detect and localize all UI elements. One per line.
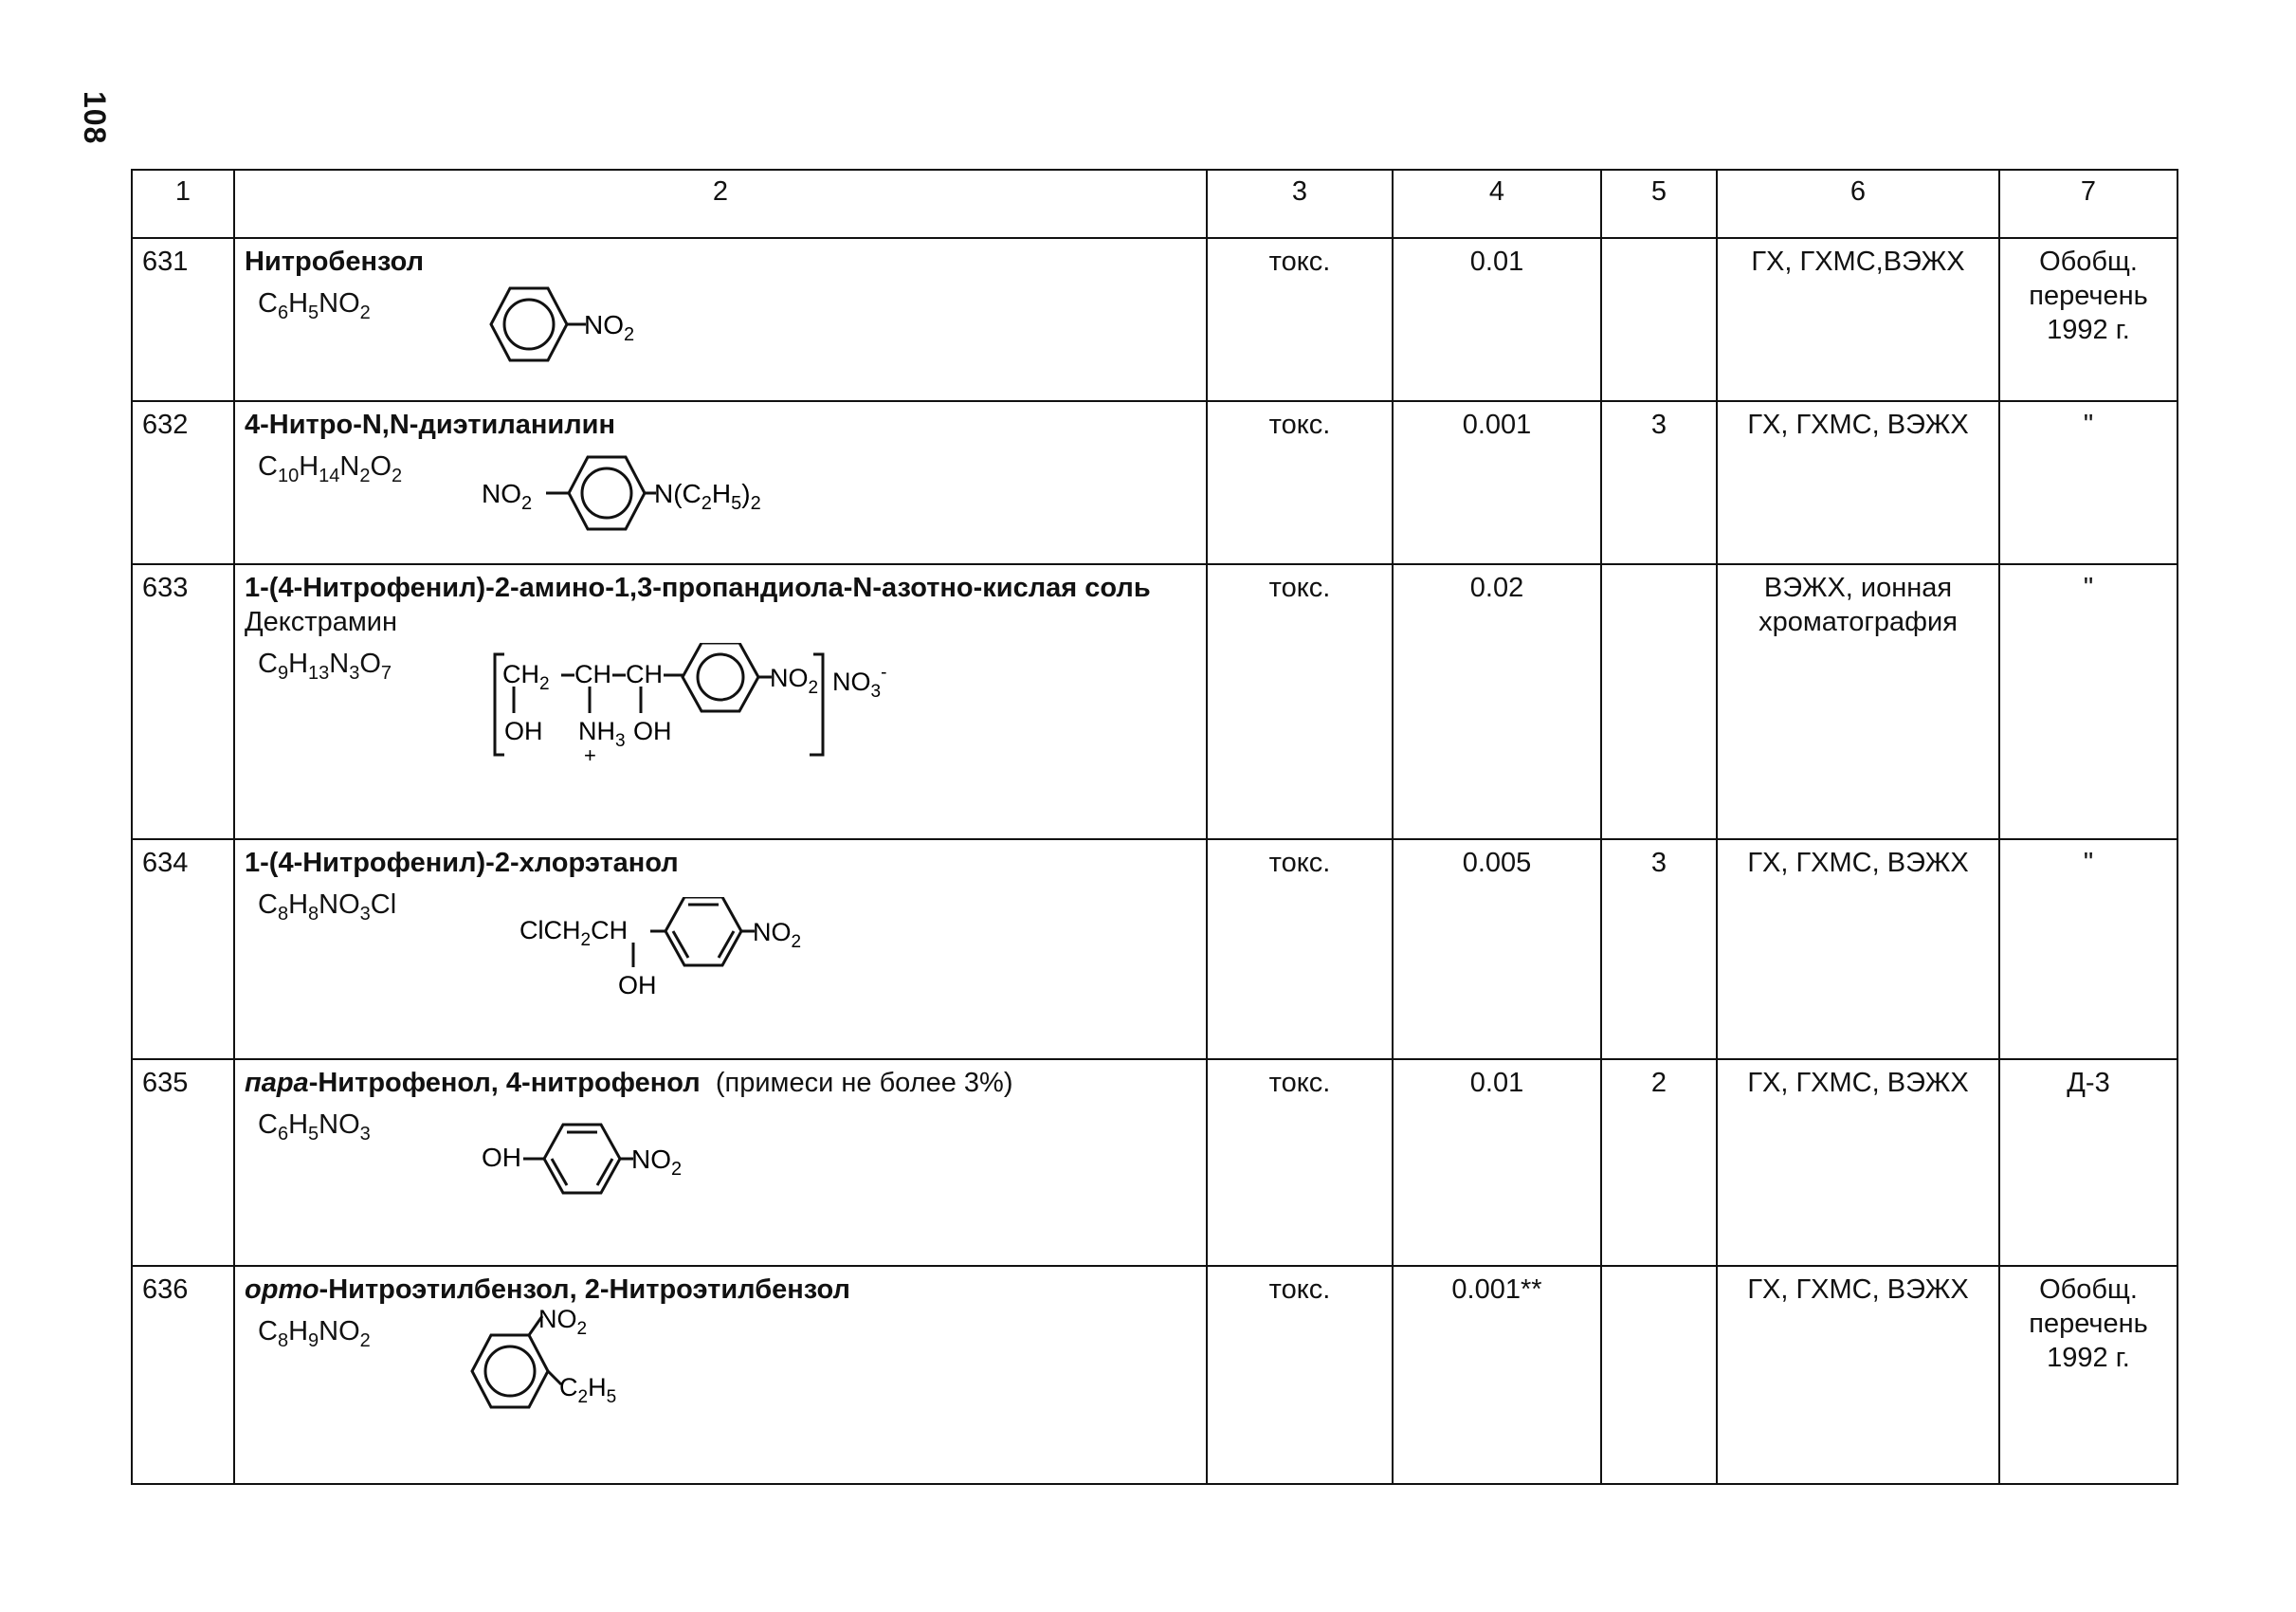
substance-alias: Декстрамин (245, 607, 397, 637)
header-row (132, 170, 2178, 238)
substance-name: Нитробензол (245, 247, 425, 277)
svg-text:ClCH2CH: ClCH$_2$CH (519, 916, 629, 950)
structure-ortho-nitroethylbenzene (434, 1307, 813, 1430)
header-col-5: 5 (1601, 170, 1717, 238)
substances-table (131, 169, 2178, 1485)
svg-text:OH: OH (504, 717, 543, 745)
table-row (132, 401, 2178, 564)
norm-value: 0.005 (1393, 839, 1601, 1059)
svg-text:NH3: $NH_3$ (578, 717, 626, 751)
row-number: 633 (132, 564, 234, 839)
svg-text:NO2: $NO_2$ (482, 479, 533, 514)
svg-text:NO2: $NO_2$ (538, 1307, 588, 1339)
table-row (132, 1266, 2178, 1484)
structure-para-nitrophenol (482, 1123, 861, 1208)
row-number: 631 (132, 238, 234, 401)
molecular-formula: $C_9H_{13}N_3O_7$ (258, 649, 392, 684)
page-number: 108 (78, 91, 112, 145)
substance-cell (234, 839, 1207, 1059)
hazard-type: токс. (1207, 1059, 1393, 1266)
hazard-type: токс. (1207, 1266, 1393, 1484)
header-col-6: 6 (1717, 170, 1999, 238)
molecular-formula: $C_8H_9NO_2$ (258, 1316, 371, 1351)
svg-text:NO2: $NO_2$ (631, 1145, 683, 1180)
hazard-class (1601, 564, 1717, 839)
norm-value: 0.02 (1393, 564, 1601, 839)
svg-text:NO2: $NO_2$ (753, 918, 802, 952)
analysis-methods: ГХ, ГХМС, ВЭЖХ (1717, 401, 1999, 564)
svg-text:CH: CH (574, 660, 611, 688)
substance-name: 1-(4-Нитрофенил)-2-амино-1,3-пропандиола-N-азотно-кислая соль (245, 573, 1151, 603)
substance-name: пара-Нитрофенол, 4-нитрофенол (примеси не более 3%) (245, 1068, 1013, 1098)
hazard-type: токс. (1207, 401, 1393, 564)
svg-text:OH: OH (633, 717, 672, 745)
header-col-1: 1 (132, 170, 234, 238)
source-reference: Д-3 (1999, 1059, 2178, 1266)
svg-text:+: + (584, 743, 596, 766)
source-reference: " (1999, 564, 2178, 839)
source-reference: Обобщ. перечень 1992 г. (1999, 238, 2178, 401)
molecular-formula: $C_6H_5NO_3$ (258, 1109, 371, 1145)
substance-note: (примеси не более 3%) (715, 1068, 1013, 1098)
analysis-methods: ВЭЖХ, ионная хроматография (1717, 564, 1999, 839)
table-row (132, 564, 2178, 839)
substance-cell (234, 564, 1207, 839)
analysis-methods: ГХ, ГХМС, ВЭЖХ (1717, 1266, 1999, 1484)
analysis-methods: ГХ, ГХМС, ВЭЖХ (1717, 839, 1999, 1059)
header-col-3: 3 (1207, 170, 1393, 238)
row-number: 634 (132, 839, 234, 1059)
svg-text:CH2: $CH_2$ (502, 660, 550, 694)
hazard-class: 3 (1601, 401, 1717, 564)
svg-text:OH: OH (618, 971, 657, 999)
svg-text:OH: OH (482, 1143, 521, 1172)
hazard-class: 2 (1601, 1059, 1717, 1266)
svg-text:NO2: $NO_2$ (584, 310, 635, 345)
row-number: 635 (132, 1059, 234, 1266)
structure-nitrobenzene (453, 283, 851, 366)
header-col-2: 2 (234, 170, 1207, 238)
source-reference: " (1999, 839, 2178, 1059)
norm-value: 0.01 (1393, 238, 1601, 401)
hazard-type: токс. (1207, 564, 1393, 839)
norm-value: 0.001 (1393, 401, 1601, 564)
hazard-type: токс. (1207, 238, 1393, 401)
svg-text:NO2: $NO_2$ (770, 664, 819, 698)
header-col-4: 4 (1393, 170, 1601, 238)
svg-text:CH: CH (626, 660, 663, 688)
substance-name: 1-(4-Нитрофенил)-2-хлорэтанол (245, 848, 679, 878)
hazard-class (1601, 238, 1717, 401)
substance-name: орто-Нитроэтилбензол, 2-Нитроэтилбензол (245, 1274, 850, 1305)
substance-name: 4-Нитро-N,N-диэтиланилин (245, 410, 616, 440)
table-row (132, 839, 2178, 1059)
hazard-class (1601, 1266, 1717, 1484)
norm-value: 0.01 (1393, 1059, 1601, 1266)
svg-text:NO3-: $NO_3^-$ (832, 663, 887, 702)
analysis-methods: ГХ, ГХМС,ВЭЖХ (1717, 238, 1999, 401)
structure-nitrophenyl-chloroethanol (519, 897, 993, 1001)
structure-dextramine (491, 643, 1060, 766)
hazard-class: 3 (1601, 839, 1717, 1059)
molecular-formula: $C_6H_5NO_2$ (258, 288, 371, 323)
row-number: 632 (132, 401, 234, 564)
svg-text:N(C2H5)2: $N(C_2H_5)_2$ (654, 479, 761, 514)
molecular-formula: $C_8H_8NO_3Cl$ (258, 889, 397, 925)
structure-nitro-diethylaniline (482, 451, 956, 535)
source-reference: Обобщ. перечень 1992 г. (1999, 1266, 2178, 1484)
substance-cell (234, 1059, 1207, 1266)
svg-text:C2H5: $C_2H_5$ (559, 1373, 617, 1407)
table-row (132, 1059, 2178, 1266)
hazard-type: токс. (1207, 839, 1393, 1059)
substance-cell (234, 238, 1207, 401)
substance-cell (234, 1266, 1207, 1484)
table-row (132, 238, 2178, 401)
header-col-7: 7 (1999, 170, 2178, 238)
analysis-methods: ГХ, ГХМС, ВЭЖХ (1717, 1059, 1999, 1266)
norm-value: 0.001** (1393, 1266, 1601, 1484)
row-number: 636 (132, 1266, 234, 1484)
substance-cell (234, 401, 1207, 564)
molecular-formula: $C_{10}H_{14}N_2O_2$ (258, 451, 403, 486)
source-reference: " (1999, 401, 2178, 564)
